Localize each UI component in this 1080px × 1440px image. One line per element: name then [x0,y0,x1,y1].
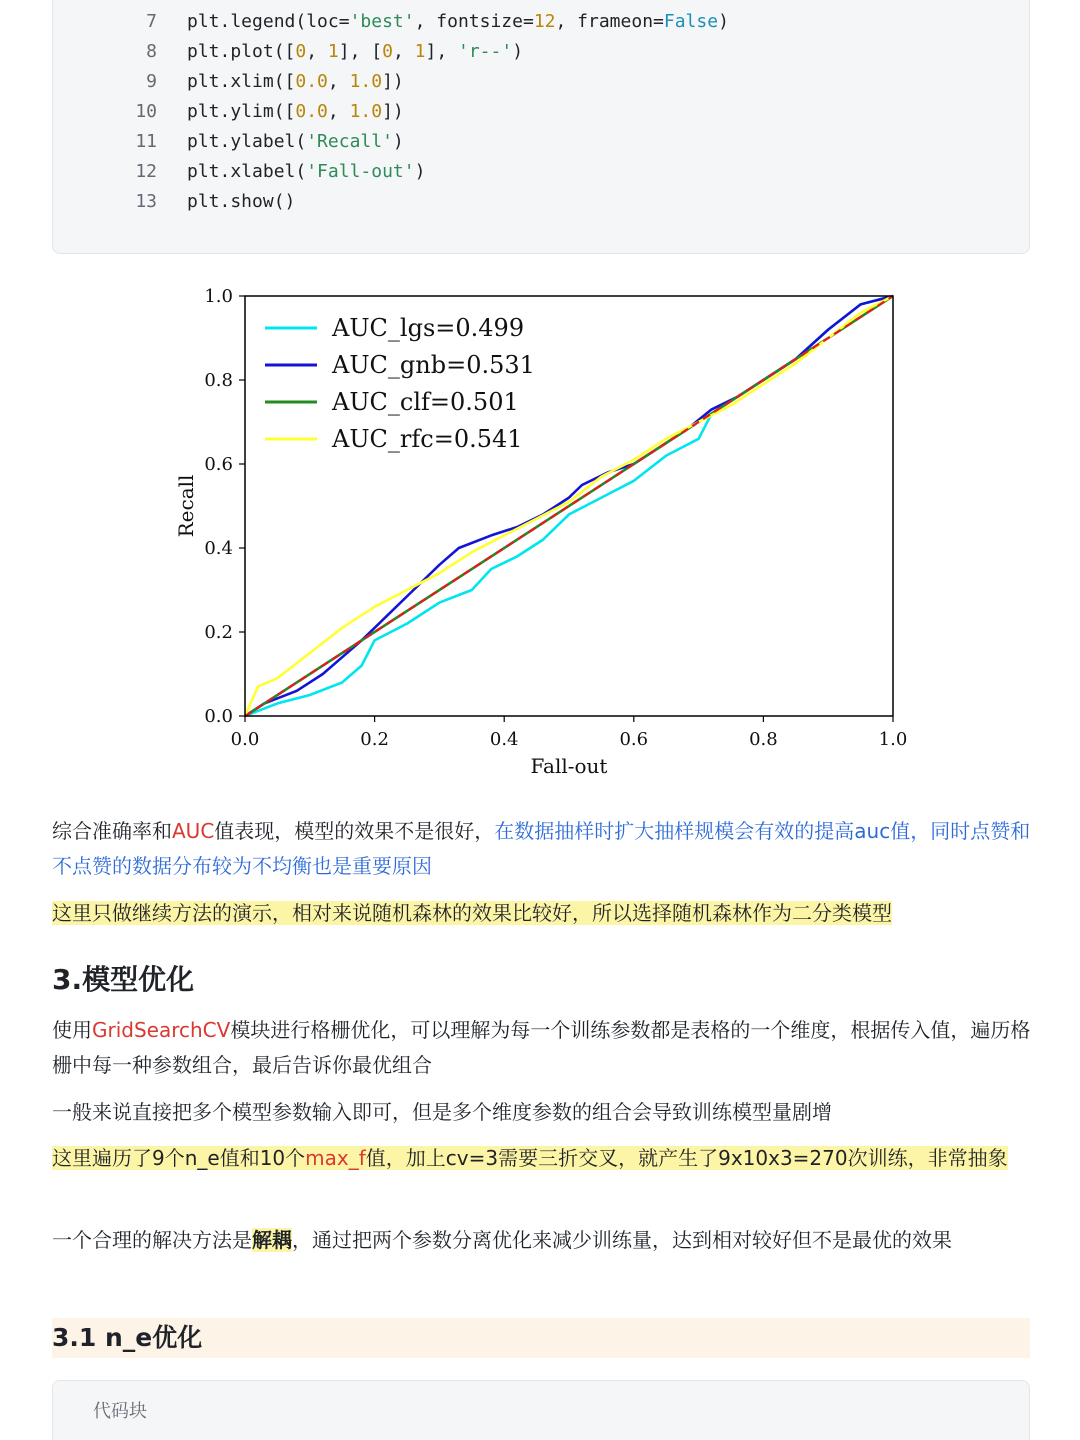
x-tick-label: 0.6 [619,729,649,750]
code-token: ) [512,41,524,62]
text-segment: 值，加上cv=3需要三折交叉，就产生了9x10x3=270次训练，非常抽象 [365,1146,1008,1170]
y-tick-label: 1.0 [204,286,233,307]
subsection-heading-n-e: 3.1 n_e优化 [52,1318,1030,1358]
line-number: 7 [146,11,157,32]
code-token: ) [392,131,404,152]
y-tick-label: 0.8 [204,370,233,391]
line-number: 9 [146,71,157,92]
y-tick-label: 0.6 [204,454,233,475]
code-token: ) [414,161,426,182]
code-token: plt.plot([ [187,41,296,62]
code-line [53,67,404,97]
code-token: plt.legend(loc= [187,11,350,32]
legend-label-2: AUC_gnb=0.531 [332,351,535,379]
text-segment: 这里只做继续方法的演示，相对来说随机森林的效果比较好，所以选择随机森林作为二分类模型 [52,901,892,925]
y-tick-label: 0.0 [204,706,233,727]
code-line [53,157,425,187]
text-segment: 值表现，模型的效果不是很好， [214,819,495,843]
paragraph-gridsearch [52,1013,1032,1083]
code-line [53,37,523,67]
code-token: ], [425,41,458,62]
text-segment: AUC [172,819,215,843]
code-token: 1.0 [349,101,383,122]
text-segment: 综合准确率和 [52,819,172,843]
text-segment: 模块进行格栅优化，可以理解为每一个训练参数都是表格的一个维度，根据传入值，遍历格栅中每一种参数组合，最后告诉你最优组合 [52,1018,1031,1077]
code-line [53,97,404,127]
code-token: 'best' [349,11,415,32]
legend-label-3: AUC_clf=0.501 [332,388,519,416]
code-token: plt.xlim([ [187,71,296,92]
line-number: 8 [146,41,157,62]
code-token: plt.ylabel( [187,131,307,152]
code-block-top [52,0,1030,254]
paragraph-auc-summary [52,814,1032,884]
paragraph-training-count [52,1141,1032,1176]
legend-label-1: AUC_lgs=0.499 [332,314,525,342]
x-tick-label: 0.4 [489,729,519,750]
code-token: False [663,11,719,32]
code-token: 'Recall' [306,131,393,152]
code-token: , [327,71,350,92]
code-token: 12 [533,11,556,32]
code-token: 'Fall-out' [306,161,415,182]
code-token: 0 [295,41,307,62]
line-number: 13 [135,191,157,212]
code-token: 'r--' [458,41,513,62]
code-token: 1 [414,41,426,62]
code-token: 1.0 [349,71,383,92]
code-token: 0 [382,41,393,62]
code-token: 0.0 [295,71,328,92]
section-heading-model-optimization: 3.模型优化 [52,963,195,996]
code-token: , frameon= [555,11,664,32]
code-line [53,187,295,217]
text-segment: 一个合理的解决方法是 [52,1228,252,1252]
text-segment: 在数据抽样时扩大抽样规模会有效的提高auc值，同时点赞和不点赞的数据分布较为不均衡也是重要原因 [52,819,1031,878]
y-tick-label: 0.2 [204,622,233,643]
code-token: ], [ [338,41,383,62]
text-segment: GridSearchCV [92,1018,231,1042]
paragraph-rfc-choice [52,896,1032,931]
code-token: plt.show() [187,191,296,212]
text-segment: max_f [305,1146,366,1170]
text-segment: 使用 [52,1018,92,1042]
code-token: , [327,101,350,122]
code-token: plt.ylim([ [187,101,296,122]
code-token: ) [718,11,729,32]
code-token: plt.xlabel( [187,161,307,182]
text-segment: ，通过把两个参数分离优化来减少训练量，达到相对较好但不是最优的效果 [292,1228,952,1252]
y-axis-label: Recall [174,474,198,538]
paragraph-params-growth [52,1095,1032,1130]
code-token: ]) [382,101,404,122]
legend-label-4: AUC_rfc=0.541 [332,425,523,453]
line-number: 12 [135,161,157,182]
x-tick-label: 1.0 [878,729,908,750]
x-tick-label: 0.0 [230,729,260,750]
code-token: 1 [327,41,339,62]
x-tick-label: 0.8 [749,729,778,750]
code-line [53,7,729,37]
code-block-bottom [52,1380,1030,1440]
line-number: 11 [135,131,157,152]
code-token: 0.0 [295,101,328,122]
y-tick-label: 0.4 [204,538,233,559]
code-block-label: 代码块 [93,1401,147,1422]
x-tick-label: 0.2 [360,729,389,750]
roc-chart [160,278,920,788]
text-segment: 这里遍历了9个n_e值和10个 [52,1146,306,1170]
paragraph-decoupling [52,1223,1032,1258]
line-number: 10 [135,101,157,122]
text-segment: 解耦 [252,1228,292,1252]
code-token: ]) [382,71,404,92]
code-token: , [306,41,328,62]
code-token: , [392,41,415,62]
roc-chart-svg [160,278,920,788]
code-token: , fontsize= [414,11,534,32]
text-segment: 一般来说直接把多个模型参数输入即可，但是多个维度参数的组合会导致训练模型量剧增 [52,1100,832,1124]
code-line [53,127,404,157]
x-axis-label: Fall-out [530,754,608,778]
